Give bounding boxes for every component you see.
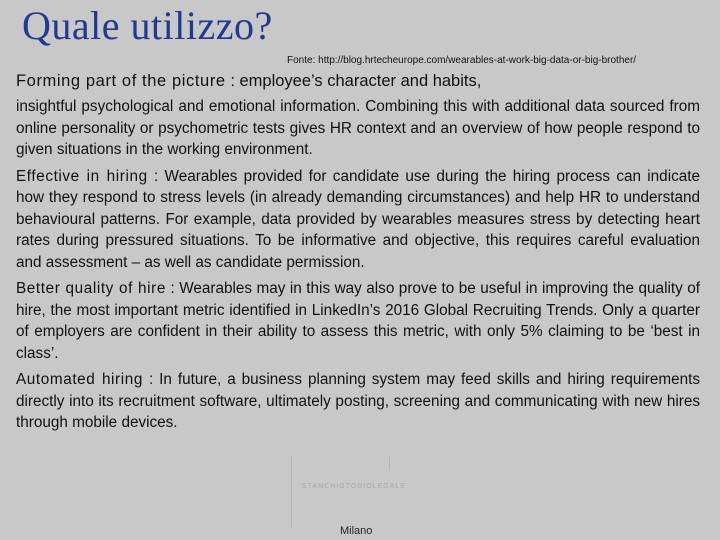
paragraph-quality-of-hire xyxy=(16,278,700,364)
paragraph-lead: Effective in hiring xyxy=(16,167,148,185)
paragraph-text: : Wearables may in this way also prove to be useful in improving the quality of hire, the most important metric identified in LinkedIn’s 2016 Global Recruiting Trends. Only a quarter of employers are confident in their ability to assess this metric, with only 5% claiming to be ‘best in class’. xyxy=(16,280,701,362)
paragraph-first-line xyxy=(16,70,700,92)
paragraph-automated-hiring xyxy=(16,369,700,434)
slide-title: Quale utilizzo? xyxy=(22,3,273,48)
paragraph-forming-part xyxy=(16,70,700,161)
paragraph-text: insightful psychological and emotional information. Combining this with additional data sourced from online personality or psychometric tests gives HR context and an overview of how people respond to given situations in the working environment. xyxy=(16,98,700,158)
paragraph-text: : In future, a business planning system may feed skills and hiring requirements directly into its recruitment software, ultimately posting, screening and communicating with new hires through mobile devices. xyxy=(16,371,701,431)
paragraph-lead: Automated hiring xyxy=(16,371,143,388)
source-citation: Fonte: http://blog.hrtecheurope.com/wearables-at-work-big-data-or-big-brother/ xyxy=(287,55,637,66)
footer-city: Milano xyxy=(340,525,373,537)
paragraph-lead: Better quality of hire xyxy=(16,280,166,297)
paragraph-text: : Wearables provided for candidate use during the hiring process can indicate how they respond to stress levels (in already demanding circumstances) and help HR to understand behavioural patterns. For example, data provided by wearables measures stress by detecting heart rates during pressured situations. To be informative and objective, this requires careful evaluation and assessment – as well as candidate permission. xyxy=(16,167,701,271)
paragraph-lead: Forming part of the picture xyxy=(16,72,226,90)
paragraph-first-line-text: : employee’s character and habits, xyxy=(230,72,482,90)
logo-text: STANCHIGTODIOLEGALE xyxy=(302,483,406,490)
paragraph-effective-hiring xyxy=(16,166,700,274)
slide-body xyxy=(16,70,700,439)
firm-logo xyxy=(291,470,422,528)
